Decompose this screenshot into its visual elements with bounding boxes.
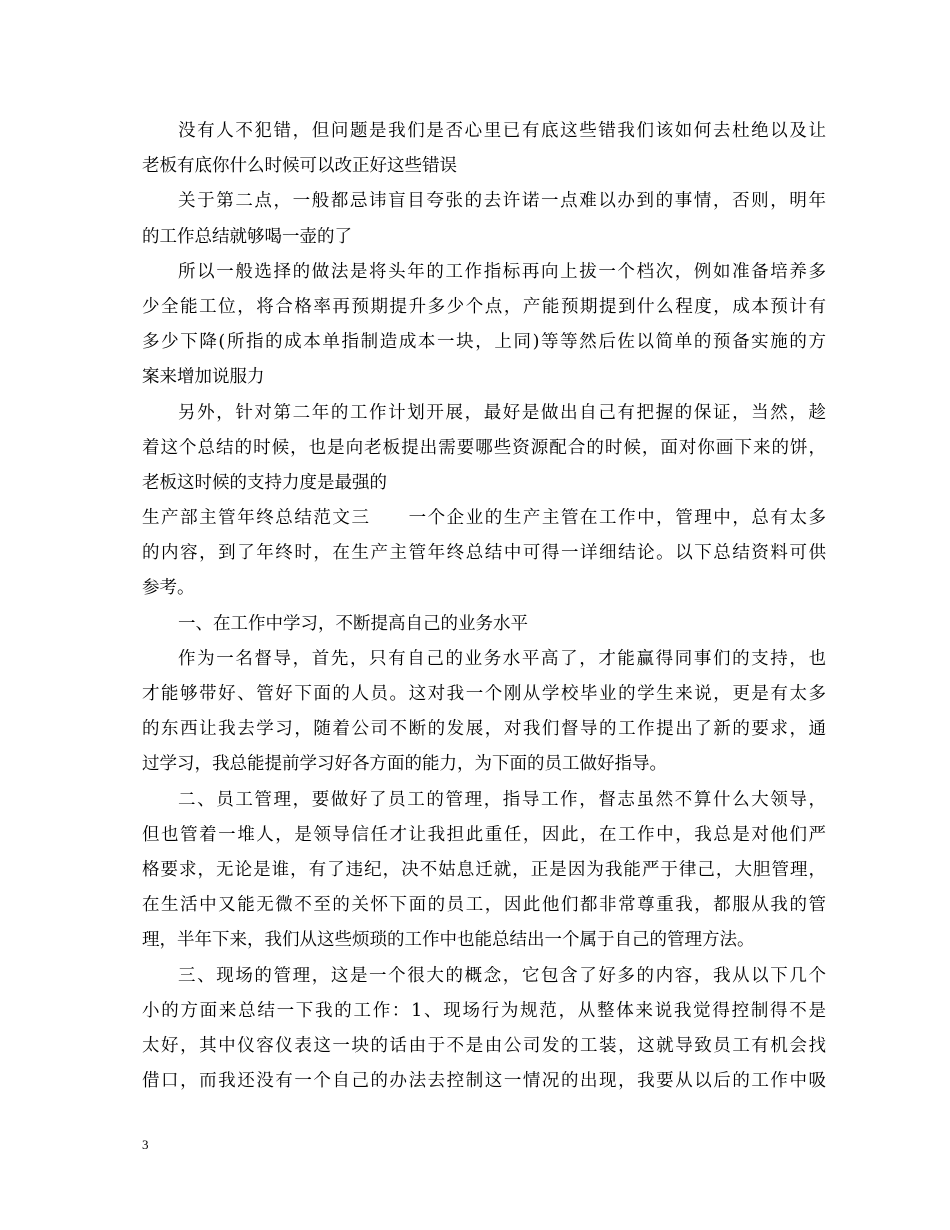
page-number: 3	[142, 1137, 149, 1152]
text-line: 太好，其中仪容仪表这一块的话由于不是由公司发的工装，这就导致员工有机会找	[142, 1035, 826, 1056]
text-line: 案来增加说服力	[142, 367, 265, 388]
text-line: 借口，而我还没有一个自己的办法去控制这一情况的出现，我要从以后的工作中吸	[142, 1071, 826, 1092]
text-line: 老板有底你什么时候可以改正好这些错误	[142, 156, 457, 177]
text-line: 参考。	[142, 578, 195, 599]
text-line: 过学习，我总能提前学习好各方面的能力，为下面的员工做好指导。	[142, 754, 667, 775]
text-line: 的工作总结就够喝一壶的了	[142, 226, 352, 247]
text-line: 少全能工位，将合格率再预期提升多少个点，产能预期提到什么程度，成本预计有	[142, 296, 826, 317]
text-line: 多少下降(所指的成本单指制造成本一块，上同)等等然后佐以简单的预备实施的方	[142, 332, 826, 353]
document-body	[142, 114, 826, 1099]
text-line: 的东西让我去学习，随着公司不断的发展，对我们督导的工作提出了新的要求，通	[142, 719, 826, 740]
text-line: 作为一名督导，首先，只有自己的业务水平高了，才能赢得同事们的支持，也	[178, 648, 826, 669]
text-line: 在生活中又能无微不至的关怀下面的员工，因此他们都非常尊重我，都服从我的管	[142, 895, 826, 916]
text-line: 才能够带好、管好下面的人员。这对我一个刚从学校毕业的学生来说，更是有太多	[142, 684, 826, 704]
text-line: 小的方面来总结一下我的工作：1、现场行为规范，从整体来说我觉得控制得不是	[142, 1000, 826, 1021]
text-line: 但也管着一堆人，是领导信任才让我担此重任，因此，在工作中，我总是对他们严	[142, 824, 826, 845]
text-line: 三、现场的管理，这是一个很大的概念，它包含了好多的内容，我从以下几个	[178, 965, 826, 986]
text-line: 理，半年下来，我们从这些烦琐的工作中也能总结出一个属于自己的管理方法。	[142, 930, 755, 951]
text-line: 二、员工管理，要做好了员工的管理，指导工作，督志虽然不算什么大领导，	[178, 789, 826, 810]
text-line: 另外，针对第二年的工作计划开展，最好是做出自己有把握的保证，当然，趁	[178, 402, 826, 423]
text-line: 没有人不犯错，但问题是我们是否心里已有底这些错我们该如何去杜绝以及让	[178, 121, 826, 141]
text-line: 老板这时候的支持力度是最强的	[142, 472, 387, 493]
text-line: 所以一般选择的做法是将头年的工作指标再向上拔一个档次，例如准备培养多	[178, 261, 826, 282]
text-line: 的内容，到了年终时，在生产主管年终总结中可得一详细结论。以下总结资料可供	[142, 543, 826, 564]
text-line: 着这个总结的时候，也是向老板提出需要哪些资源配合的时候，面对你画下来的饼，	[142, 437, 826, 458]
text-line: 格要求，无论是谁，有了违纪，决不姑息迁就，正是因为我能严于律己，大胆管理，	[142, 859, 826, 880]
text-line: 关于第二点，一般都忌讳盲目夸张的去许诺一点难以办到的事情，否则，明年	[178, 191, 826, 212]
text-line: 生产部主管年终总结范文三 一个企业的生产主管在工作中，管理中，总有太多	[142, 508, 826, 529]
text-line: 一、在工作中学习，不断提高自己的业务水平	[178, 613, 528, 634]
